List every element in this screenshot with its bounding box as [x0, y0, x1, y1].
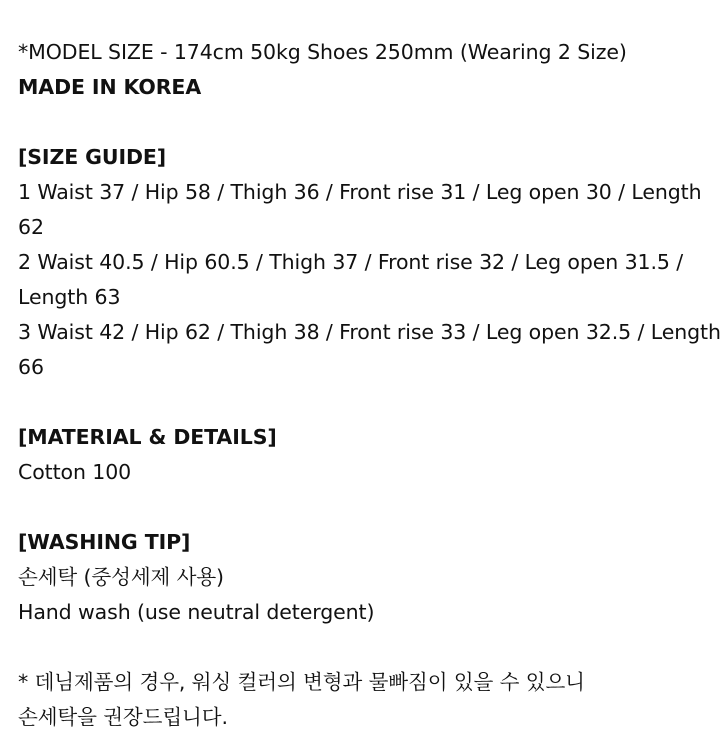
size-guide-heading: [SIZE GUIDE]	[18, 145, 167, 169]
model-size-text: *MODEL SIZE - 174cm 50kg Shoes 250mm (Wearing 2 Size)	[18, 40, 627, 64]
size-guide-line: 66	[18, 355, 44, 379]
washing-korean-text: 손세탁 (중성세제 사용)	[18, 565, 224, 589]
washing-note-line: 손세탁을 권장드립니다.	[18, 705, 228, 729]
section-gap	[18, 630, 718, 665]
made-in-text: MADE IN KOREA	[18, 75, 202, 99]
top-spacer	[18, 0, 718, 35]
size-guide-line: 1 Waist 37 / Hip 58 / Thigh 36 / Front rise 31 / Leg open 30 / Length	[18, 180, 702, 204]
material-heading: [MATERIAL & DETAILS]	[18, 425, 277, 449]
size-guide-line: Length 63	[18, 285, 121, 309]
size-guide-line: 62	[18, 215, 44, 239]
material-text: Cotton 100	[18, 460, 132, 484]
size-guide-line: 3 Waist 42 / Hip 62 / Thigh 38 / Front rise 33 / Leg open 32.5 / Length	[18, 320, 721, 344]
size-guide-line: 2 Waist 40.5 / Hip 60.5 / Thigh 37 / Front rise 32 / Leg open 31.5 /	[18, 250, 684, 274]
section-gap	[18, 385, 718, 420]
product-details	[18, 0, 721, 735]
washing-heading: [WASHING TIP]	[18, 530, 191, 554]
section-gap	[18, 490, 718, 525]
washing-english-text: Hand wash (use neutral detergent)	[18, 600, 375, 624]
section-gap	[18, 105, 718, 140]
washing-note-line: * 데님제품의 경우, 워싱 컬러의 변형과 물빠짐이 있을 수 있으니	[18, 670, 585, 694]
